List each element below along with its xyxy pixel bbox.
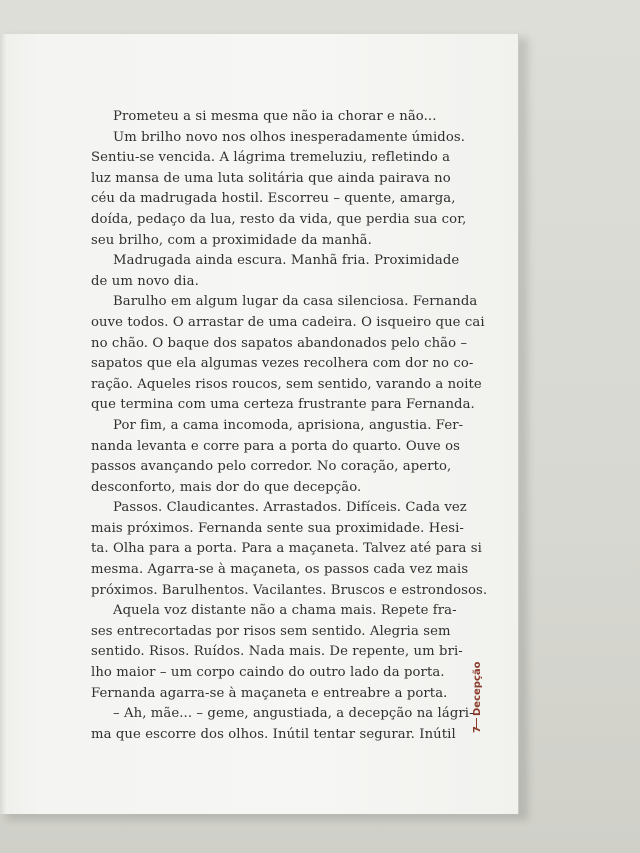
text-line: ses entrecortadas por risos sem sentido. Alegria sem [91, 623, 451, 639]
text-line: – Ah, mãe... – geme, angustiada, a decepção na lágri- [113, 706, 474, 722]
text-line: doída, pedaço da lua, resto da vida, que perdia sua cor, [91, 211, 467, 227]
text-line: lho maior – um corpo caindo do outro lado da porta. [91, 665, 445, 681]
text-line: sentido. Risos. Ruídos. Nada mais. De repente, um bri- [91, 644, 463, 660]
text-line: ma que escorre dos olhos. Inútil tentar segurar. Inútil [91, 726, 456, 742]
text-line: que termina com uma certeza frustrante para Fernanda. [91, 397, 475, 413]
text-line: Sentiu-se vencida. A lágrima tremeluziu, refletindo a [91, 150, 451, 166]
text-line: Prometeu a si mesma que não ia chorar e não... [113, 109, 437, 124]
text-line: no chão. O baque dos sapatos abandonados pelo chão – [91, 335, 468, 351]
text-line: sapatos que ela algumas vezes recolhera com dor no co- [91, 356, 474, 372]
text-line: Madrugada ainda escura. Manhã fria. Proximidade [113, 253, 460, 269]
text-line: nanda levanta e corre para a porta do quarto. Ouve os [91, 438, 461, 454]
text-line: Um brilho novo nos olhos inesperadamente úmidos. [113, 129, 466, 145]
text-line: próximos. Barulhentos. Vacilantes. Bruscos e estrondosos. [91, 582, 488, 598]
text-line: seu brilho, com a proximidade da manhã. [91, 232, 372, 248]
page-binding-edge [0, 34, 6, 814]
text-line: Barulho em algum lugar da casa silenciosa. Fernanda [113, 294, 478, 310]
text-line: passos avançando pelo corredor. No coração, aperto, [91, 459, 452, 475]
text-line: mais próximos. Fernanda sente sua proximidade. Hesi- [91, 520, 464, 536]
text-line: ouve todos. O arrastar de uma cadeira. O isqueiro que cai [91, 314, 485, 330]
text-line: mesma. Agarra-se à maçaneta, os passos cada vez mais [91, 562, 469, 578]
text-line: Fernanda agarra-se à maçaneta e entreabre a porta. [91, 685, 448, 701]
body-text [91, 107, 488, 745]
text-line: ta. Olha para a porta. Para a maçaneta. Talvez até para si [91, 541, 482, 557]
text-line: Por fim, a cama incomoda, aprisiona, angustia. Fer- [113, 417, 464, 433]
text-line: desconforto, mais dor do que decepção. [91, 479, 362, 495]
page-number: 7 [471, 726, 483, 733]
text-line: Passos. Claudicantes. Arrastados. Difíceis. Cada vez [113, 500, 467, 516]
text-line: ração. Aqueles risos roucos, sem sentido, varando a noite [91, 376, 482, 392]
text-line: céu da madrugada hostil. Escorreu – quente, amarga, [91, 191, 456, 207]
text-line: de um novo dia. [91, 273, 199, 289]
text-line: Aquela voz distante não a chama mais. Repete fra- [113, 603, 457, 619]
text-line: luz mansa de uma luta solitária que ainda pairava no [91, 170, 451, 186]
chapter-title: Decepção [472, 661, 483, 716]
